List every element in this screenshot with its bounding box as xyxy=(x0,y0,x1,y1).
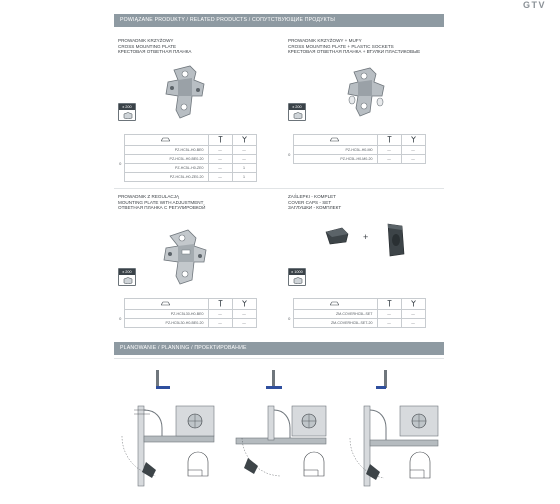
plate-profile-icon xyxy=(161,301,170,306)
screw-icon xyxy=(387,300,392,307)
product-title-cross-plate: PROWADNIK KRZYŻOWY CROSS MOUNTING PLATE КРЕСТОВАЯ ОТВЕТНАЯ ПЛАНКА xyxy=(118,38,192,55)
product-title-cross-plate-sockets: PROWADNIK KRZYŻOWY + MUFY CROSS MOUNTING PLATE + PLASTIC SOCKETS КРЕСТОВАЯ ОТВЕТНАЯ ПЛАНКА + ВТУЛКИ ПЛАСТИКОВЫЕ xyxy=(288,38,421,55)
cross-plate-sockets-image xyxy=(342,64,390,120)
plus-sign: + xyxy=(363,232,369,242)
hinge-position-icon xyxy=(266,370,282,389)
section-divider xyxy=(114,358,444,359)
plate-profile-icon xyxy=(161,137,170,142)
section-divider xyxy=(114,188,444,189)
cover-cap-small-image xyxy=(324,226,350,246)
table-row: PZ-HC5L-H0-ZE0 — 1 xyxy=(117,164,256,173)
pack-quantity-badge: x 200 xyxy=(118,268,136,286)
table-row: PZ-HC5L-H0-M0-20 — — xyxy=(286,155,425,164)
box-icon xyxy=(293,277,303,284)
product-title-cover-caps: ZAŚLEPKI - KOMPLET COVER CAPS - SET ЗАГЛУШКИ - КОМПЛЕКТ xyxy=(288,194,342,211)
euro-screw-icon xyxy=(242,300,247,307)
product-3-spec-table xyxy=(117,298,257,328)
hinge-position-icon xyxy=(156,370,170,389)
planning-header: PLANOWANIE / PLANNING / ПРОЕКТИРОВАНИЕ xyxy=(114,342,444,355)
pack-quantity-badge: x 200 xyxy=(118,103,136,121)
product-title-adjustable-plate: PROWADNIK Z REGULACJĄ MOUNTING PLATE WITH ADJUSTMENT ОТВЕТНАЯ ПЛАНКА С РЕГУЛИРОВКОЙ xyxy=(118,194,206,211)
table-row: 0 ZM-COVERHC5L-SET — — xyxy=(286,310,425,319)
brand-logo: GTV xyxy=(522,0,546,10)
table-row: ZM-COVERHC5L-SET-20 — — xyxy=(286,319,425,328)
euro-screw-icon xyxy=(411,300,416,307)
cover-cap-large-image xyxy=(384,222,406,258)
screw-icon xyxy=(218,300,223,307)
plate-profile-icon xyxy=(330,137,339,142)
euro-screw-icon xyxy=(411,136,416,143)
planning-diagram-full-overlay xyxy=(116,366,220,502)
cross-mounting-plate-image xyxy=(160,62,210,122)
related-products-header: POWIĄZANE PRODUKTY / RELATED PRODUCTS / СОПУТСТВУЮЩИЕ ПРОДУКТЫ xyxy=(114,14,444,27)
box-icon xyxy=(123,112,133,119)
product-2-spec-table xyxy=(286,134,426,164)
plate-profile-icon xyxy=(330,301,339,306)
adjustable-mounting-plate-image xyxy=(160,226,212,288)
table-row: PZ-HC5L30-H0-BE0-20 — — xyxy=(117,319,256,328)
pack-quantity-badge: x 1000 xyxy=(288,268,306,286)
table-row: PZ-HC5L-H0-ZE0-20 — 1 xyxy=(117,173,256,182)
box-icon xyxy=(293,112,303,119)
planning-diagram-inset xyxy=(340,366,444,502)
hinge-position-icon xyxy=(376,370,387,389)
table-row: 0 PZ-HC5L-H0-M0 — — xyxy=(286,146,425,155)
box-icon xyxy=(123,277,133,284)
screw-icon xyxy=(387,136,392,143)
euro-screw-icon xyxy=(242,136,247,143)
table-row: 0 PZ-HC5L-H0-BE0 — — xyxy=(117,146,256,155)
table-row: PZ-HC5L-H0-BE0-20 — — xyxy=(117,155,256,164)
planning-diagram-half-overlay xyxy=(228,366,332,502)
product-1-spec-table xyxy=(117,134,257,182)
product-4-spec-table xyxy=(286,298,426,328)
pack-quantity-badge: x 200 xyxy=(288,103,306,121)
table-row: 0 PZ-HC5L30-H0-BE0 — — xyxy=(117,310,256,319)
screw-icon xyxy=(218,136,223,143)
